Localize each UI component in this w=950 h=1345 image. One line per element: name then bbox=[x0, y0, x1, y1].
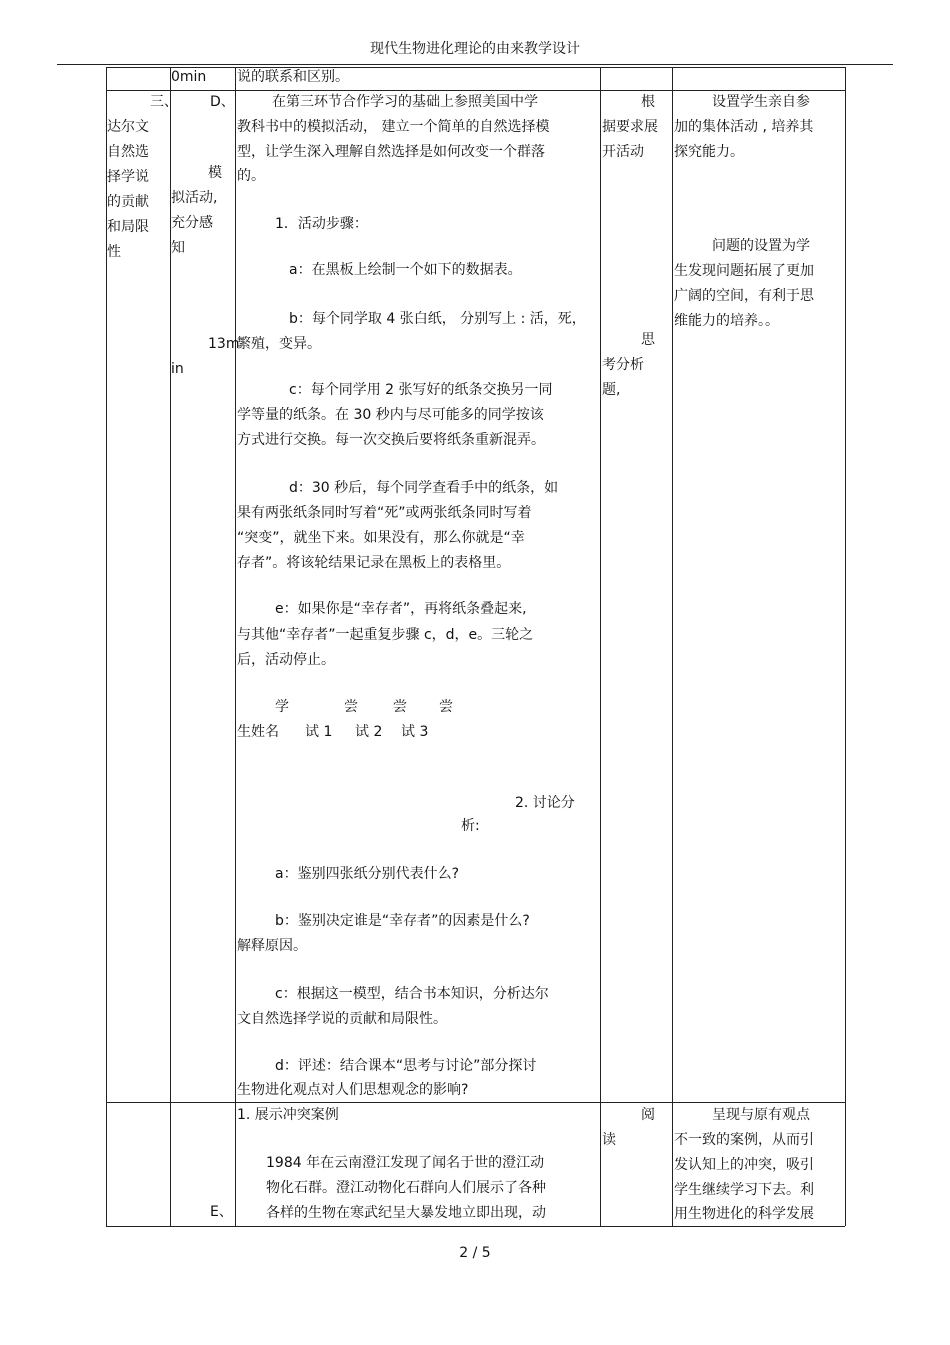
student-line: 题, bbox=[602, 382, 621, 398]
table-line-col2 bbox=[235, 67, 236, 1226]
row2-step: E、 bbox=[210, 1204, 233, 1220]
intent-line: 维能力的培养。。 bbox=[674, 313, 779, 329]
topic-line: 自然选 bbox=[107, 144, 149, 160]
time-line: 13m bbox=[208, 336, 240, 352]
step-line: 拟活动, bbox=[171, 190, 218, 206]
topic-line: 达尔文 bbox=[107, 119, 149, 135]
topic-line: 的贡献 bbox=[107, 194, 149, 210]
content-line: a：鉴别四张纸分别代表什么? bbox=[275, 866, 460, 882]
table-line-col5 bbox=[845, 67, 846, 1226]
header-rule bbox=[57, 64, 893, 65]
content-line: 与其他“幸存者”一起重复步骤 c，d，e。三轮之 bbox=[237, 627, 534, 643]
content-line: b：鉴别决定谁是“幸存者”的因素是什么? bbox=[275, 913, 530, 929]
content-line: 物化石群。澄江动物化石群向人们展示了各种 bbox=[266, 1180, 546, 1196]
intent-line: 学生继续学习下去。利 bbox=[674, 1182, 814, 1198]
topic-line: 择学说 bbox=[107, 169, 149, 185]
content-line: “突变”，就坐下来。如果没有，那么你就是“幸 bbox=[237, 530, 525, 546]
content-line: 1. 展示冲突案例 bbox=[237, 1107, 339, 1123]
table-line-col3 bbox=[600, 67, 601, 1226]
content-line: 后，活动停止。 bbox=[237, 652, 335, 668]
table-line-row2 bbox=[106, 1102, 845, 1103]
content-line: 析: bbox=[461, 818, 480, 834]
content-line: 教科书中的模拟活动， 建立一个简单的自然选择模 bbox=[237, 119, 550, 135]
intent-line: 探究能力。 bbox=[674, 144, 744, 160]
topic-line: 三、 bbox=[150, 94, 178, 110]
content-line: c：根据这一模型，结合书本知识，分析达尔 bbox=[275, 986, 549, 1002]
data-table-cell: 试 1 bbox=[305, 724, 333, 740]
step-line: 充分感 bbox=[171, 215, 213, 231]
intent-line: 用生物进化的科学发展 bbox=[674, 1206, 814, 1222]
content-line: 型，让学生深入理解自然选择是如何改变一个群落 bbox=[237, 144, 545, 160]
student-line: 考分析 bbox=[602, 357, 644, 373]
content-line: 学等量的纸条。在 30 秒内与尽可能多的同学按该 bbox=[237, 407, 544, 423]
content-line: a：在黑板上绘制一个如下的数据表。 bbox=[289, 262, 522, 278]
intent-line: 呈现与原有观点 bbox=[712, 1107, 810, 1123]
content-line: 在第三环节合作学习的基础上参照美国中学 bbox=[272, 94, 538, 110]
row0-time: 0min bbox=[171, 69, 207, 85]
content-line: 存者”。将该轮结果记录在黑板上的表格里。 bbox=[237, 555, 511, 571]
time-line: in bbox=[171, 361, 184, 377]
data-table-cell: 生姓名 bbox=[237, 724, 279, 740]
content-line: e：如果你是“幸存者”，再将纸条叠起来, bbox=[275, 601, 527, 617]
data-table-cell: 尝 bbox=[344, 699, 358, 715]
step-line: D、 bbox=[210, 94, 235, 110]
intent-line: 问题的设置为学 bbox=[712, 238, 810, 254]
student-line: 根 bbox=[641, 94, 655, 110]
content-line: 解释原因。 bbox=[237, 938, 307, 954]
content-line: b：每个同学取 4 张白纸， 分别写上 : 活，死， bbox=[289, 311, 586, 327]
topic-line: 性 bbox=[107, 244, 121, 260]
content-line: c：每个同学用 2 张写好的纸条交换另一同 bbox=[289, 382, 553, 398]
row0-content: 说的联系和区别。 bbox=[237, 69, 349, 85]
content-line: 1．活动步骤： bbox=[275, 216, 368, 232]
content-line: 生物进化观点对人们思想观念的影响? bbox=[237, 1082, 469, 1098]
data-table-cell: 学 bbox=[275, 699, 289, 715]
intent-line: 加的集体活动 , 培养其 bbox=[674, 119, 814, 135]
table-line-col4 bbox=[672, 67, 673, 1226]
content-line: 方式进行交换。每一次交换后要将纸条重新混弄。 bbox=[237, 432, 545, 448]
student-line: 读 bbox=[602, 1132, 616, 1148]
data-table-cell: 试 2 bbox=[355, 724, 383, 740]
data-table-cell: 试 3 bbox=[401, 724, 429, 740]
content-line: 繁殖，变异。 bbox=[237, 336, 321, 352]
student-line: 据要求展 bbox=[602, 119, 658, 135]
table-line-col0 bbox=[106, 67, 107, 1226]
intent-line: 设置学生亲自参 bbox=[712, 94, 810, 110]
content-line: 的。 bbox=[237, 168, 265, 184]
student-line: 阅 bbox=[641, 1107, 655, 1123]
table-line-top bbox=[106, 67, 845, 68]
content-line: d：评述：结合课本“思考与讨论”部分探讨 bbox=[275, 1058, 537, 1074]
table-line-bottom bbox=[106, 1226, 845, 1227]
page-header-title: 现代生物进化理论的由来教学设计 bbox=[370, 41, 580, 57]
content-line: 1984 年在云南澄江发现了闻名于世的澄江动 bbox=[266, 1155, 545, 1171]
intent-line: 不一致的案例，从而引 bbox=[674, 1132, 814, 1148]
content-line: 文自然选择学说的贡献和局限性。 bbox=[237, 1011, 447, 1027]
page-number: 2 / 5 bbox=[459, 1245, 491, 1261]
intent-line: 生发现问题拓展了更加 bbox=[674, 263, 814, 279]
step-line: 模 bbox=[208, 165, 222, 181]
content-line: 各样的生物在寒武纪呈大暴发地立即出现，动 bbox=[266, 1205, 546, 1221]
intent-line: 广阔的空间，有利于思 bbox=[674, 288, 814, 304]
intent-line: 发认知上的冲突，吸引 bbox=[674, 1157, 814, 1173]
student-line: 思 bbox=[641, 332, 655, 348]
topic-line: 和局限 bbox=[107, 219, 149, 235]
table-line-row1 bbox=[106, 90, 845, 91]
content-line: 果有两张纸条同时写着“死”或两张纸条同时写着 bbox=[237, 505, 532, 521]
data-table-cell: 尝 bbox=[393, 699, 407, 715]
data-table-cell: 尝 bbox=[439, 699, 453, 715]
content-line: 2. 讨论分 bbox=[515, 795, 575, 811]
content-line: d：30 秒后，每个同学查看手中的纸条，如 bbox=[289, 480, 559, 496]
step-line: 知 bbox=[171, 240, 185, 256]
student-line: 开活动 bbox=[602, 144, 644, 160]
